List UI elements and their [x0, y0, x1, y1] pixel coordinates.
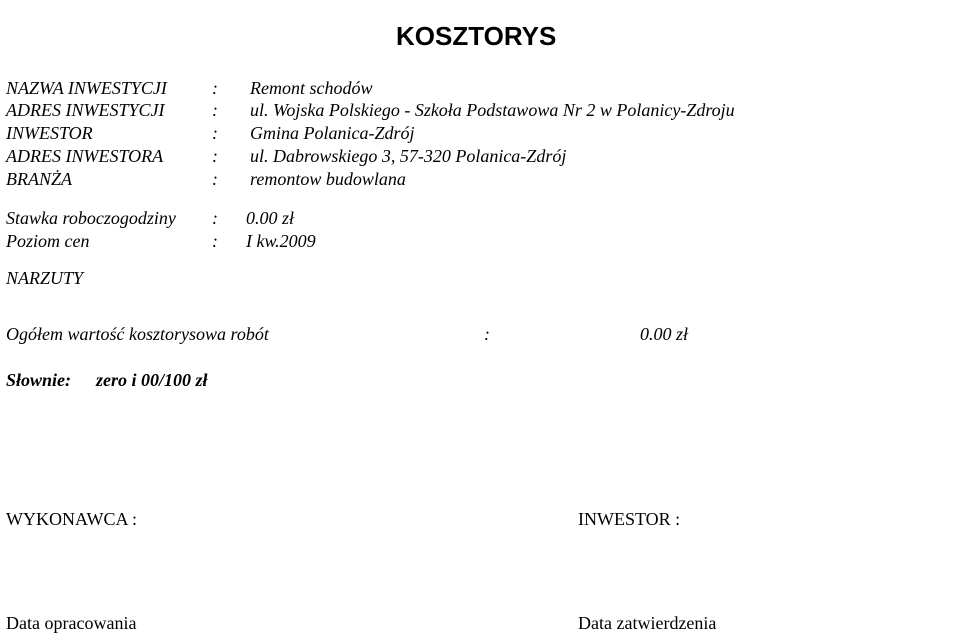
narzuty-heading: NARZUTY — [6, 268, 84, 288]
summary-colon: : — [484, 324, 490, 344]
info-colon: : — [212, 146, 218, 166]
rate-label-poziom-cen: Poziom cen — [6, 231, 90, 251]
document-title: KOSZTORYS — [396, 21, 557, 51]
summary-label: Ogółem wartość kosztorysowa robót — [6, 324, 269, 344]
info-label-adres-inwestora: ADRES INWESTORA — [6, 146, 164, 166]
slownie-value: zero i 00/100 zł — [96, 370, 208, 390]
info-value-adres-inwestycji: ul. Wojska Polskiego - Szkoła Podstawowa Nr 2 w Polanicy-Zdroju — [250, 100, 735, 120]
info-colon: : — [212, 123, 218, 143]
info-value-inwestor: Gmina Polanica-Zdrój — [250, 123, 415, 143]
info-value-branza: remontow budowlana — [250, 169, 406, 189]
info-colon: : — [212, 169, 218, 189]
info-label-nazwa: NAZWA INWESTYCJI — [6, 78, 167, 98]
data-opracowania-label: Data opracowania — [6, 613, 137, 633]
rate-value-stawka: 0.00 zł — [246, 208, 295, 228]
summary-value: 0.00 zł — [640, 324, 689, 344]
slownie-label: Słownie: — [6, 370, 72, 390]
rate-colon: : — [212, 208, 218, 228]
info-colon: : — [212, 100, 218, 120]
info-value-adres-inwestora: ul. Dabrowskiego 3, 57-320 Polanica-Zdrój — [250, 146, 567, 166]
rate-label-stawka: Stawka roboczogodziny — [6, 208, 176, 228]
info-label-branza: BRANŻA — [6, 169, 72, 189]
info-label-inwestor: INWESTOR — [6, 123, 93, 143]
rate-value-poziom-cen: I kw.2009 — [246, 231, 316, 251]
info-label-adres-inwestycji: ADRES INWESTYCJI — [6, 100, 165, 120]
info-value-nazwa: Remont schodów — [250, 78, 373, 98]
info-colon: : — [212, 78, 218, 98]
inwestor-signature-label: INWESTOR : — [578, 509, 681, 529]
data-zatwierdzenia-label: Data zatwierdzenia — [578, 613, 717, 633]
wykonawca-label: WYKONAWCA : — [6, 509, 138, 529]
rate-colon: : — [212, 231, 218, 251]
